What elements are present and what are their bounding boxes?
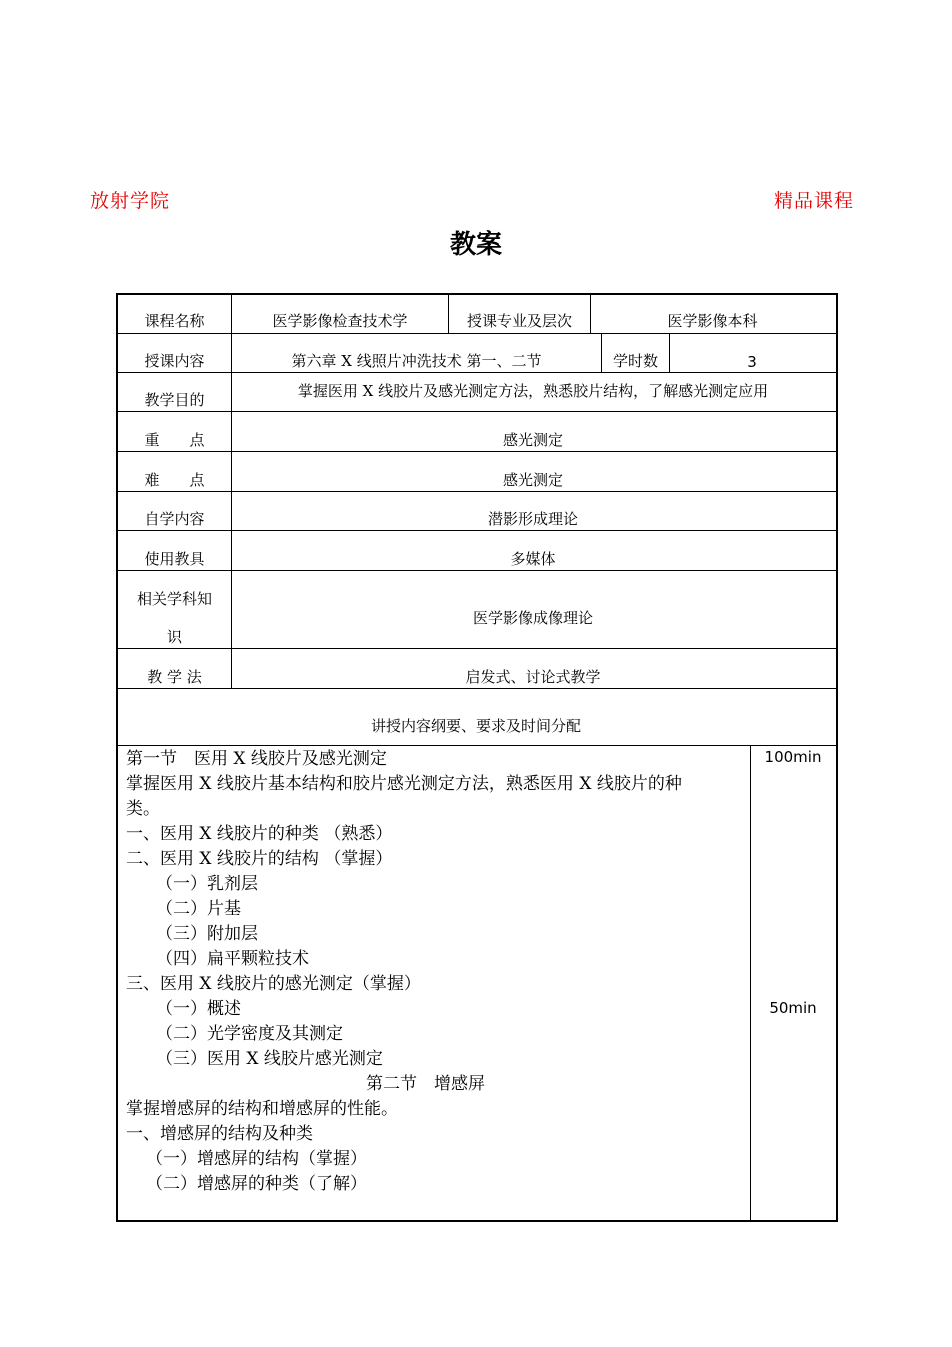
key-point-value: 感光测定 [502,431,563,449]
outline-line: （一）概述 [156,999,241,1019]
difficult-point-label: 难 点 [144,471,205,489]
page-title: 教案 [449,230,502,260]
hours-value: 3 [747,353,757,371]
outline-line: 掌握增感屏的结构和增感屏的性能。 [126,1099,398,1119]
goal-value: 掌握医用 X 线胶片及感光测定方法，熟悉胶片结构，了解感光测定应用 [297,382,769,400]
outline-line: 第一节 医用 X 线胶片及感光测定 [126,749,387,769]
teaching-tools-label: 使用教具 [144,550,205,568]
outline-line: （四）扁平颗粒技术 [156,949,309,969]
related-knowledge-label-line1: 相关学科知 [136,590,212,608]
related-knowledge-label-line2: 识 [166,628,182,646]
row-divider [116,491,836,492]
outline-line: （二）片基 [156,899,241,919]
hours-label: 学时数 [612,352,658,370]
goal-label: 教学目的 [144,391,205,409]
row-divider [116,372,836,373]
outline-line: （三）医用 X 线胶片感光测定 [156,1049,383,1069]
teaching-method-value: 启发式、讨论式教学 [465,668,601,686]
content-value: 第六章 X 线照片冲洗技术 第一、二节 [291,352,542,370]
outline-line: 三、医用 X 线胶片的感光测定（掌握） [126,974,421,994]
course-name-value: 医学影像检查技术学 [272,312,408,330]
outline-line: （二）增感屏的种类（了解） [146,1174,367,1194]
time-allocation: 50min [769,999,817,1017]
key-point-label: 重 点 [144,431,205,449]
row-divider [116,688,836,689]
header-left-label: 放射学院 [90,190,171,212]
row-divider [116,570,836,571]
outline-line: 一、医用 X 线胶片的种类 （熟悉） [126,824,393,844]
outline-heading: 讲授内容纲要、要求及时间分配 [370,717,581,735]
section-heading: 第二节 增感屏 [366,1074,485,1094]
time-allocation: 100min [764,748,822,766]
column-divider [750,745,751,1220]
row-divider [116,648,836,649]
outline-line: 类。 [126,799,160,819]
teaching-method-label: 教 学 法 [147,668,202,686]
content-label: 授课内容 [144,352,205,370]
row-divider [116,530,836,531]
row-divider [116,411,836,412]
outline-line: （一）乳剂层 [156,874,258,894]
teaching-tools-value: 多媒体 [510,550,556,568]
header-right-label: 精品课程 [774,190,855,212]
outline-line: （一）增感屏的结构（掌握） [146,1149,367,1169]
outline-line: （三）附加层 [156,924,258,944]
related-knowledge-value: 医学影像成像理论 [472,609,593,627]
self-study-label: 自学内容 [144,510,205,528]
self-study-value: 潜影形成理论 [487,510,578,528]
major-value: 医学影像本科 [667,312,758,330]
outline-line: 一、增感屏的结构及种类 [126,1124,313,1144]
outline-line: 掌握医用 X 线胶片基本结构和胶片感光测定方法，熟悉医用 X 线胶片的种 [126,774,682,794]
row-divider [116,451,836,452]
difficult-point-value: 感光测定 [502,471,563,489]
row-divider [116,745,836,746]
major-label: 授课专业及层次 [466,312,572,330]
outline-line: （二）光学密度及其测定 [156,1024,343,1044]
course-name-label: 课程名称 [144,312,205,330]
outline-line: 二、医用 X 线胶片的结构 （掌握） [126,849,393,869]
row-divider [116,333,836,334]
